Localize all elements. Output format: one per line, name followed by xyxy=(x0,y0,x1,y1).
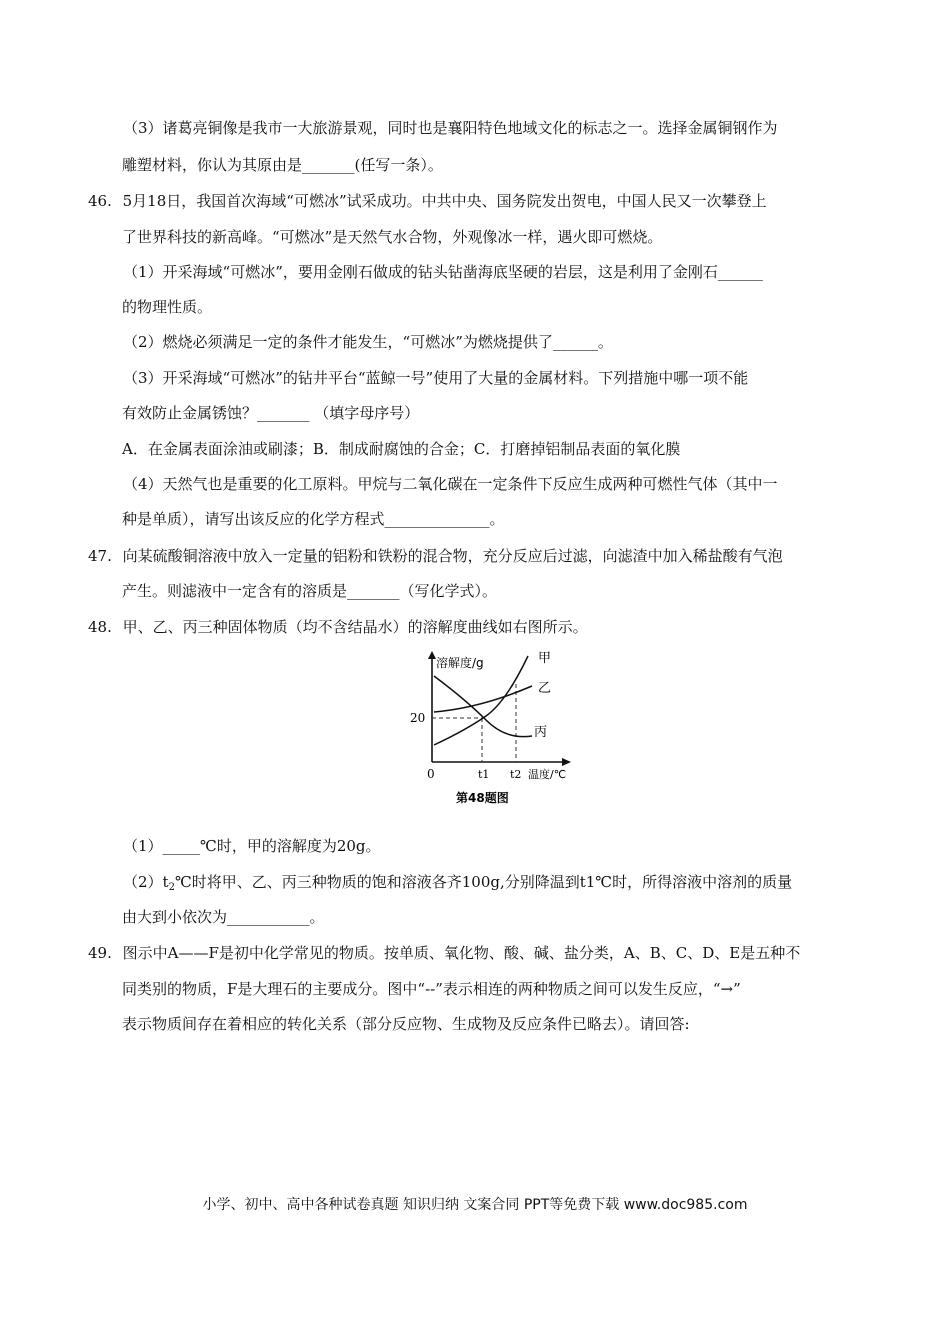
q46-part-4-b: 种是单质），请写出该反应的化学方程式______________。 xyxy=(122,510,505,528)
q48-part-1: （1）_____℃时，甲的溶解度为20g。 xyxy=(123,837,381,855)
q47-stem: 向某硫酸铜溶液中放入一定量的铝粉和铁粉的混合物，充分反应后过滤，向滤渣中加入稀盐酸有气泡 xyxy=(122,547,783,565)
y-tick-20: 20 xyxy=(410,711,426,725)
q49-stem: 图示中A——F是初中化学常见的物质。按单质、氧化物、酸、碱、盐分类，A、B、C、D、E是五种不 xyxy=(122,944,801,962)
series-jia-label: 甲 xyxy=(538,651,552,666)
q45-3-line-1: （3）诸葛亮铜像是我市一大旅游景观，同时也是襄阳特色地域文化的标志之一。选择金属铜钢作为 xyxy=(123,119,778,137)
q49-line-1 xyxy=(88,943,800,963)
series-yi-label: 乙 xyxy=(538,681,552,696)
series-bing-curve xyxy=(434,676,532,737)
q46-line-2: 了世界科技的新高峰。“可燃冰”是天然气水合物，外观像冰一样，遇火即可燃烧。 xyxy=(122,228,663,246)
series-yi-curve xyxy=(434,686,532,712)
q48-part-2-subscript: 2 xyxy=(168,882,175,893)
x-tick-t2: t2 xyxy=(510,768,522,781)
q47-number: 47. xyxy=(88,547,112,565)
solubility-chart xyxy=(396,650,576,810)
x-axis-arrow xyxy=(562,758,571,766)
q49-line-3: 表示物质间存在着相应的转化关系（部分反应物、生成物及反应条件已略去）。请回答: xyxy=(122,1015,690,1033)
series-bing-label: 丙 xyxy=(534,725,548,740)
q49-line-2: 同类别的物质，F是大理石的主要成分。图中“--”表示相连的两种物质之间可以发生反应，“→” xyxy=(122,980,741,998)
q46-number: 46. xyxy=(88,192,112,210)
q46-options: A．在金属表面涂油或刷漆；B．制成耐腐蚀的合金；C．打磨掉铝制品表面的氧化膜 xyxy=(122,440,681,458)
q45-3-line-2: 雕塑材料，你认为其原由是_______(任写一条）。 xyxy=(122,156,443,174)
q48-part-2-b: 由大到小依次为___________。 xyxy=(122,908,325,926)
origin-label: 0 xyxy=(427,767,435,781)
q48-number: 48. xyxy=(88,618,112,636)
q46-line-1 xyxy=(88,191,767,211)
q48-part-2-post: ℃时将甲、乙、丙三种物质的饱和溶液各齐100g,分别降温到t1℃时，所得溶液中溶剂的质量 xyxy=(174,873,793,891)
q46-stem: 5月18日，我国首次海域“可燃冰”试采成功。中共中央、国务院发出贺电，中国人民又一次攀登上 xyxy=(122,192,767,210)
q46-part-3-a: （3）开采海域“可燃冰”的钻井平台“蓝鲸一号”使用了大量的金属材料。下列措施中哪一项不能 xyxy=(123,369,749,387)
page-footer: 小学、初中、高中各种试卷真题 知识归纳 文案合同 PPT等免费下载 www.doc985.com xyxy=(202,1197,748,1213)
q48-part-2-a xyxy=(123,872,792,898)
q48-stem: 甲、乙、丙三种固体物质（均不含结晶水）的溶解度曲线如右图所示。 xyxy=(122,618,588,636)
y-axis-label: 溶解度/g xyxy=(436,656,484,670)
y-axis-arrow xyxy=(428,651,436,659)
q46-part-1-a: （1）开采海域“可燃冰”，要用金刚石做成的钻头钻凿海底坚硬的岩层，这是利用了金刚石______ xyxy=(123,263,763,281)
q49-number: 49. xyxy=(88,944,112,962)
q46-part-4-a: （4）天然气也是重要的化工原料。甲烷与二氧化碳在一定条件下反应生成两种可燃性气体（其中一 xyxy=(123,475,778,493)
q47-line-1 xyxy=(88,546,783,566)
figure-caption: 第48题图 xyxy=(456,791,509,805)
q48-line-1 xyxy=(88,617,588,637)
q46-part-2: （2）燃烧必须满足一定的条件才能发生，“可燃冰”为燃烧提供了______。 xyxy=(123,333,613,351)
x-axis-label: 温度/℃ xyxy=(528,768,567,781)
q46-part-3-b: 有效防止金属锈蚀？_______ （填字母序号） xyxy=(122,404,420,422)
q47-line-2: 产生。则滤液中一定含有的溶质是_______（写化学式）。 xyxy=(122,582,498,600)
q46-part-1-b: 的物理性质。 xyxy=(122,298,213,316)
x-tick-t1: t1 xyxy=(478,768,490,781)
q48-part-2-pre: （2）t xyxy=(123,873,169,891)
